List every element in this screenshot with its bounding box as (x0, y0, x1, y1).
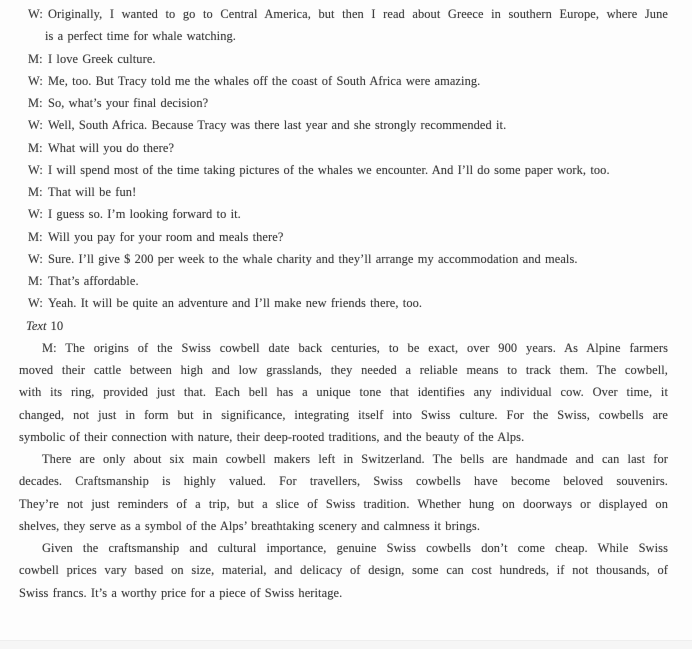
speaker-label: M: (28, 96, 43, 110)
dialogue-line: M: That’s affordable. (28, 270, 668, 292)
dialogue-line: W: Sure. I’ll give $ 200 per week to the whale charity and they’ll arrange my accommodation and meals. (28, 248, 668, 270)
paragraph-line: with its ring, provided just that. Each bell has a unique tone that identifies any individual cow. Over time, it (19, 385, 668, 400)
dialogue-line: M: Will you pay for your room and meals there? (28, 226, 668, 248)
speaker-label: M: (28, 185, 43, 199)
paragraph-line: cowbell prices vary based on size, material, and delicacy of design, some can cost hundreds, if not thousands, of (19, 563, 668, 578)
dialogue-line: W: I will spend most of the time taking pictures of the whales we encounter. And I’ll do some paper work, too. (28, 159, 668, 181)
paragraph-line: changed, not just in form but in significance, integrating itself into Swiss culture. For the Swiss, cowbells are (19, 407, 668, 422)
speaker-label: W: (28, 207, 43, 222)
paragraph-line: symbolic of their connection with nature, their deep-rooted traditions, and the beauty of the Alps. (19, 429, 525, 444)
dialogue-line: M: So, what’s your final decision? (28, 92, 668, 114)
dialogue-line: M: What will you do there? (28, 137, 668, 159)
dialogue-line: W: Yeah. It will be quite an adventure and I’ll make new friends there, too. (28, 292, 668, 314)
dialogue-line: W: Me, too. But Tracy told me the whales off the coast of South Africa were amazing. (28, 70, 668, 92)
text10-heading-word: Text (26, 318, 47, 333)
speaker-label: W: (28, 118, 43, 133)
dialogue-line: W: Well, South Africa. Because Tracy was there last year and she strongly recommended it. (28, 114, 668, 136)
speaker-label: M: (28, 140, 43, 155)
speaker-label: M: (28, 229, 43, 244)
dialogue-line: M: I love Greek culture. (28, 48, 668, 70)
speaker-label: M: (28, 274, 43, 288)
page-bottom-strip (0, 640, 692, 649)
monologue-section (19, 337, 668, 604)
speaker-label: M: (28, 51, 43, 66)
text10-heading (26, 315, 668, 337)
paragraph-line: Given the craftsmanship and cultural importance, genuine Swiss cowbells don’t come cheap. While Swiss (42, 541, 668, 555)
paragraph-line: decades. Craftsmanship is highly valued. For travellers, Swiss cowbells have become beloved souvenirs. (19, 474, 668, 489)
paragraph-line: M: The origins of the Swiss cowbell date back centuries, to be exact, over 900 years. As Alpine farmers (42, 340, 668, 355)
dialogue-line: is a perfect time for whale watching. (45, 29, 237, 44)
paragraph-line: shelves, they serve as a symbol of the Alps’ breathtaking scenery and calmness it brings. (19, 518, 481, 533)
dialogue-line: W: Originally, I wanted to go to Central America, but then I read about Greece in southern Europe, where June (28, 3, 668, 25)
paragraph-line: They’re not just reminders of a trip, but a slice of Swiss tradition. Whether hung on doorways or displayed on (19, 496, 668, 511)
speaker-label: W: (28, 251, 43, 266)
speaker-label: W: (28, 296, 43, 311)
paragraph-line: There are only about six main cowbell makers left in Switzerland. The bells are handmade and can last for (42, 452, 668, 466)
speaker-label: W: (28, 7, 43, 21)
paragraph-line: Swiss francs. It’s a worthy price for a piece of Swiss heritage. (19, 585, 343, 600)
speaker-label: W: (28, 162, 43, 177)
paragraph-line: moved their cattle between high and low grasslands, they needed a reliable means to track them. The cowbell, (19, 363, 668, 377)
speaker-label: W: (28, 73, 43, 88)
text10-heading-number: 10 (50, 318, 64, 333)
dialogue-line: W: I guess so. I’m looking forward to it. (28, 203, 668, 225)
dialogue-section (19, 3, 668, 315)
dialogue-line: M: That will be fun! (28, 181, 668, 203)
